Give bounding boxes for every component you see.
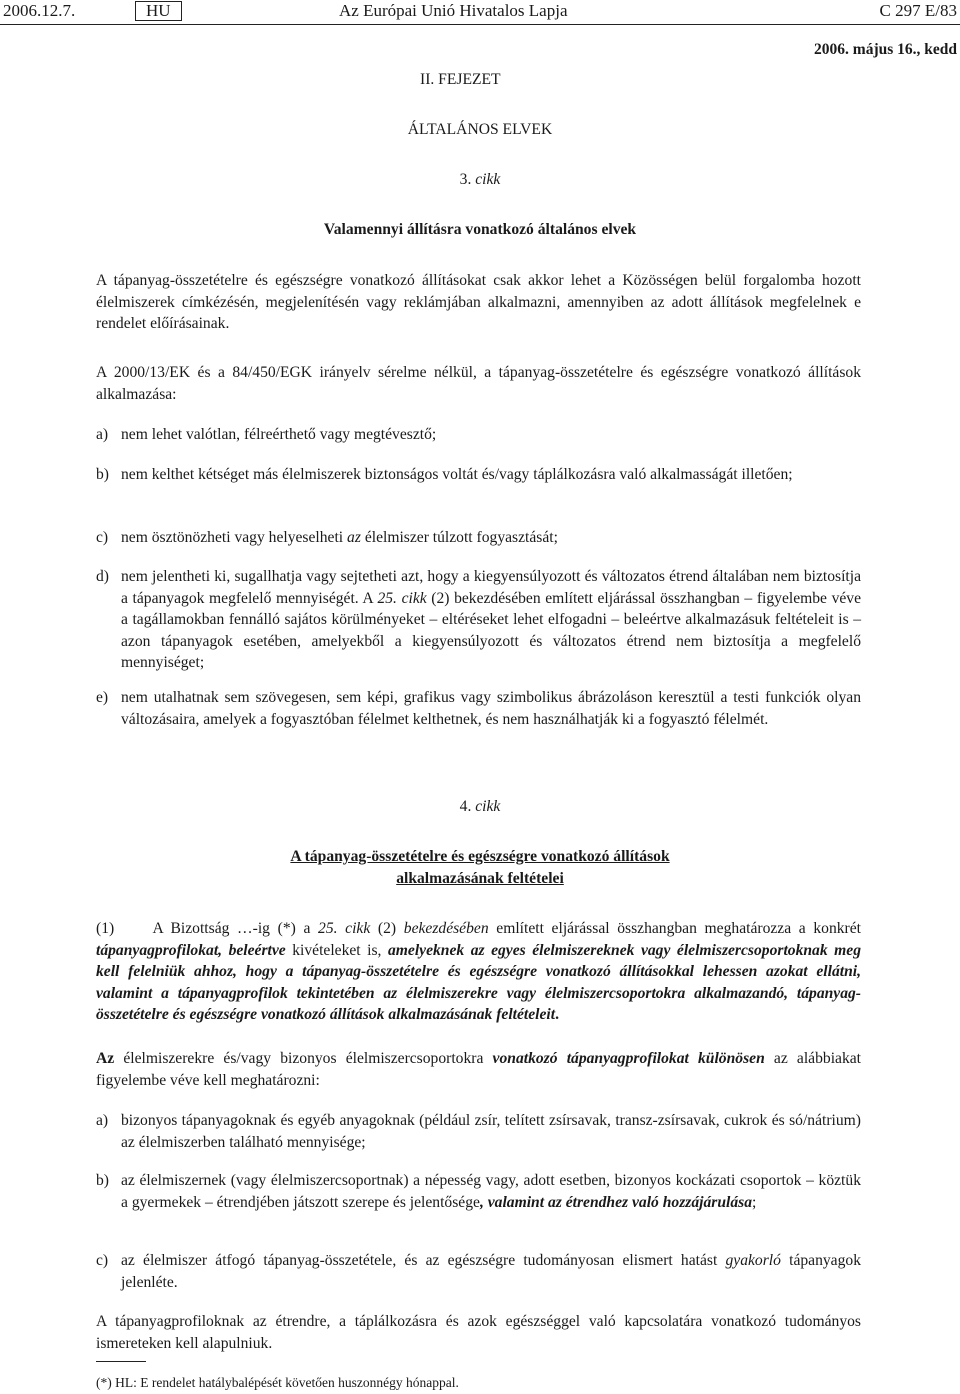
list-item-b <box>96 1170 861 1213</box>
list-label: c) <box>96 1252 109 1269</box>
text-run: élelmiszer túlzott fogyasztását; <box>360 529 558 546</box>
list-item-e <box>96 687 861 730</box>
session-date: 2006. május 16., kedd <box>814 41 957 58</box>
list-item-c <box>96 1250 861 1293</box>
list-item-d <box>96 566 861 674</box>
article-4-title <box>0 846 960 889</box>
text-run: A Bizottság …-ig (*) a <box>152 920 319 937</box>
article-3-heading <box>0 169 960 191</box>
article-4-title-line-2: alkalmazásának feltételei <box>396 869 564 887</box>
text-run: ; <box>752 1193 757 1211</box>
text-run: (2) <box>370 920 404 937</box>
text-run: az élelmiszer átfogó tápanyag-összetétele, és az egészségre tudományosan elismert hatást <box>121 1252 726 1269</box>
list-label: c) <box>96 529 109 546</box>
paragraph-number: (1) <box>96 920 115 937</box>
list-item-a <box>96 424 861 446</box>
article-4-paragraph-3: A tápanyagprofiloknak az étrendre, a táplálkozásra és azok egészséggel való kapcsolatára vonatkozó tudományos ismereteken kell alapulniuk. <box>96 1313 861 1352</box>
list-label: a) <box>96 1112 109 1129</box>
list-label: b) <box>96 1172 109 1189</box>
article-3-paragraph-1: A tápanyag-összetételre és egészségre vonatkozó állításokat csak akkor lehet a Közösségen belül forgalomba hozott élelmiszerek címkézésén, megjelenítésén vagy reklámjában alkalmazni, amennyiben az adott állítások megfelelnek e rendelet előírásainak. <box>96 272 861 332</box>
article-number: 4. <box>459 798 472 815</box>
text-run-italic: 25. cikk <box>318 920 371 937</box>
text-run-bold-italic: vonatkozó tápanyagprofilokat különösen <box>492 1050 765 1067</box>
text-run: tápanyagok jelenléte. <box>121 1252 861 1291</box>
text-run-bold-italic: , valamint az étrendhez való hozzájárulása <box>479 1193 752 1211</box>
list-text <box>121 1170 861 1213</box>
text-run-bold: . <box>555 1006 560 1023</box>
article-word: cikk <box>475 798 501 815</box>
list-text <box>121 566 861 674</box>
text-run: nem jelentheti ki, sugallhatja vagy sejtetheti azt, hogy a kiegyensúlyozott és változatos étrend általában nem biztosítja a tápanyagok megfelelő mennyiségét. A <box>121 568 861 607</box>
text-run: (2) bekezdésében említett eljárással összhangban – figyelembe véve a tagállamokban fennálló sajátos körülményeket – eltéréseket lehet elfogadni – beleértve alkalmazásuk feltételeit is – azon tápanyagok esetében, amelyekből a kiegyensúlyozott és változatos étrend nem biztosítja a megfelelő mennyiséget; <box>121 589 862 671</box>
list-text: nem utalhatnak sem szövegesen, sem képi, grafikus vagy szimbolikus ábrázoláson keresztül a testi funkciók olyan változásaira, amelyek a fogyasztóban félelmet kelthetnek, és nem használhatják ki a fogyasztó félelmét. <box>121 689 861 728</box>
list-text <box>121 527 861 549</box>
text-run-italic: bekezdésében <box>403 920 489 937</box>
article-4-heading <box>0 796 960 818</box>
journal-name: Az Európai Unió Hivatalos Lapja <box>339 1 568 20</box>
text-run: kivételeket is, <box>285 941 388 959</box>
header-divider <box>0 24 960 25</box>
article-3-paragraph-2: A 2000/13/EK és a 84/450/EGK irányelv sérelme nélkül, a tápanyag-összetételre és egészségre vonatkozó állítások alkalmazása: <box>96 364 861 403</box>
text-run-bold-italic: tápanyagprofilokat, beleértve <box>96 941 286 959</box>
list-text <box>121 1250 861 1293</box>
text-run-italic: az <box>347 529 361 546</box>
chapter-title: ÁLTALÁNOS ELVEK <box>407 121 553 138</box>
list-item-b <box>96 464 861 486</box>
list-item-a <box>96 1110 861 1153</box>
article-4-paragraph-1 <box>96 918 861 1026</box>
article-4-title-line-1: A tápanyag-összetételre és egészségre vonatkozó állítások <box>290 848 670 865</box>
chapter-number: II. FEJEZET <box>420 71 501 88</box>
footnote-divider <box>96 1361 146 1362</box>
list-text: bizonyos tápanyagoknak és egyéb anyagoknak (például zsír, telített zsírsavak, transz-zsírsavak, cukrok és só/nátrium) az élelmiszerben található mennyisége; <box>121 1112 861 1151</box>
journal-reference: C 297 E/83 <box>879 1 957 20</box>
list-text: nem kelthet kétséget más élelmiszerek biztonságos voltát és/vagy táplálkozásra való alkalmasságát illetően; <box>121 466 793 483</box>
list-label: a) <box>96 426 109 443</box>
article-word: cikk <box>475 171 501 188</box>
footnote: (*) HL: E rendelet hatálybalépését követően huszonnégy hónappal. <box>96 1375 459 1390</box>
list-item-c <box>96 527 861 549</box>
text-run: nem ösztönözheti vagy helyeselheti <box>121 529 348 546</box>
list-label: b) <box>96 466 109 483</box>
text-run-italic: cikk <box>401 589 427 607</box>
article-number: 3. <box>459 171 472 188</box>
text-run: élelmiszerekre és/vagy bizonyos élelmiszercsoportokra <box>114 1050 493 1067</box>
text-run-bold: Az <box>96 1050 115 1067</box>
page-header <box>0 0 960 22</box>
text-run: említett eljárással összhangban meghatározza a konkrét <box>488 920 861 937</box>
text-run-italic: 25. <box>377 589 402 607</box>
list-text: nem lehet valótlan, félreérthető vagy megtévesztő; <box>121 426 437 443</box>
text-run: az alábbiakat figyelembe véve kell meghatározni: <box>96 1050 861 1089</box>
text-run-bold-italic: amelyeknek az egyes élelmiszereknek vagy élelmiszercsoportoknak meg kell felelniük ahhoz, hogy a tápanyag-összetételre és egészségre vonatkozó állításokkal lehessen azokat ellátni, valamint a tápanyagprofilok tekintetében az élelmiszerekre vagy élelmiszercsoportokra alkalmazandó, tápanyag-összetételre és egészségre vonatkozó állítások alkalmazásának feltételeit <box>96 941 862 1023</box>
article-4-paragraph-2 <box>96 1048 861 1091</box>
list-label: e) <box>96 689 109 706</box>
list-label: d) <box>96 568 109 585</box>
article-3-title: Valamennyi állításra vonatkozó általános elvek <box>323 221 637 238</box>
text-run-italic: gyakorló <box>725 1252 781 1269</box>
text-run: az élelmiszernek (vagy élelmiszercsoportnak) a népesség vagy, adott esetben, bizonyos kockázati csoportok – köztük a gyermekek – étrendjében játszott szerepe és jelentősége <box>121 1172 861 1211</box>
publication-date: 2006.12.7. <box>3 1 76 20</box>
language-code: HU <box>135 1 182 21</box>
